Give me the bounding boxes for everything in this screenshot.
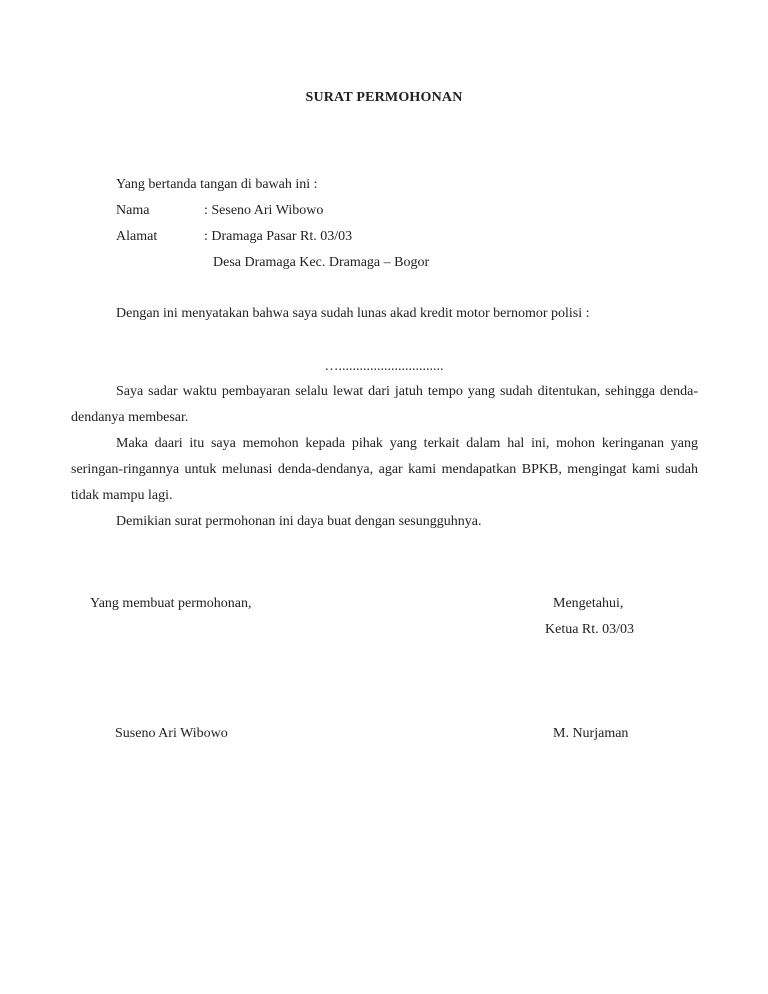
signature-left-caption: Yang membuat permohonan, (90, 596, 252, 611)
paragraph-3: Demikian surat permohonan ini daya buat dengan sesungguhnya. (116, 514, 482, 529)
paragraph-2: Maka daari itu saya memohon kepada pihak yang terkait dalam hal ini, mohon keringanan yang seringan-ringannya untuk melunasi denda-dendanya, agar kami mendapatkan BPKB, mengingat kami sudah tidak mampu lagi. (71, 436, 698, 503)
paragraph-1: Saya sadar waktu pembayaran selalu lewat dari jatuh tempo yang sudah ditentukan, sehingga denda-dendanya membesar. (71, 384, 698, 425)
signature-right-caption: Mengetahui, (553, 596, 624, 611)
plate-number-placeholder: ….............................. (324, 359, 444, 374)
field-nama (116, 202, 323, 220)
nama-value: : Seseno Ari Wibowo (204, 203, 324, 218)
document-title: SURAT PERMOHONAN (305, 90, 463, 105)
intro-line: Yang bertanda tangan di bawah ini : (116, 177, 318, 192)
statement-line: Dengan ini menyatakan bahwa saya sudah lunas akad kredit motor bernomor polisi : (116, 306, 590, 321)
signature-right-role: Ketua Rt. 03/03 (545, 622, 635, 637)
field-alamat (116, 228, 352, 246)
signature-right-name: M. Nurjaman (553, 726, 629, 741)
signature-left-name: Suseno Ari Wibowo (115, 726, 228, 741)
alamat-value-line-2: Desa Dramaga Kec. Dramaga – Bogor (213, 255, 430, 270)
alamat-value: : Dramaga Pasar Rt. 03/03 (204, 229, 353, 244)
alamat-label: Alamat (116, 229, 158, 244)
nama-label: Nama (116, 203, 150, 218)
